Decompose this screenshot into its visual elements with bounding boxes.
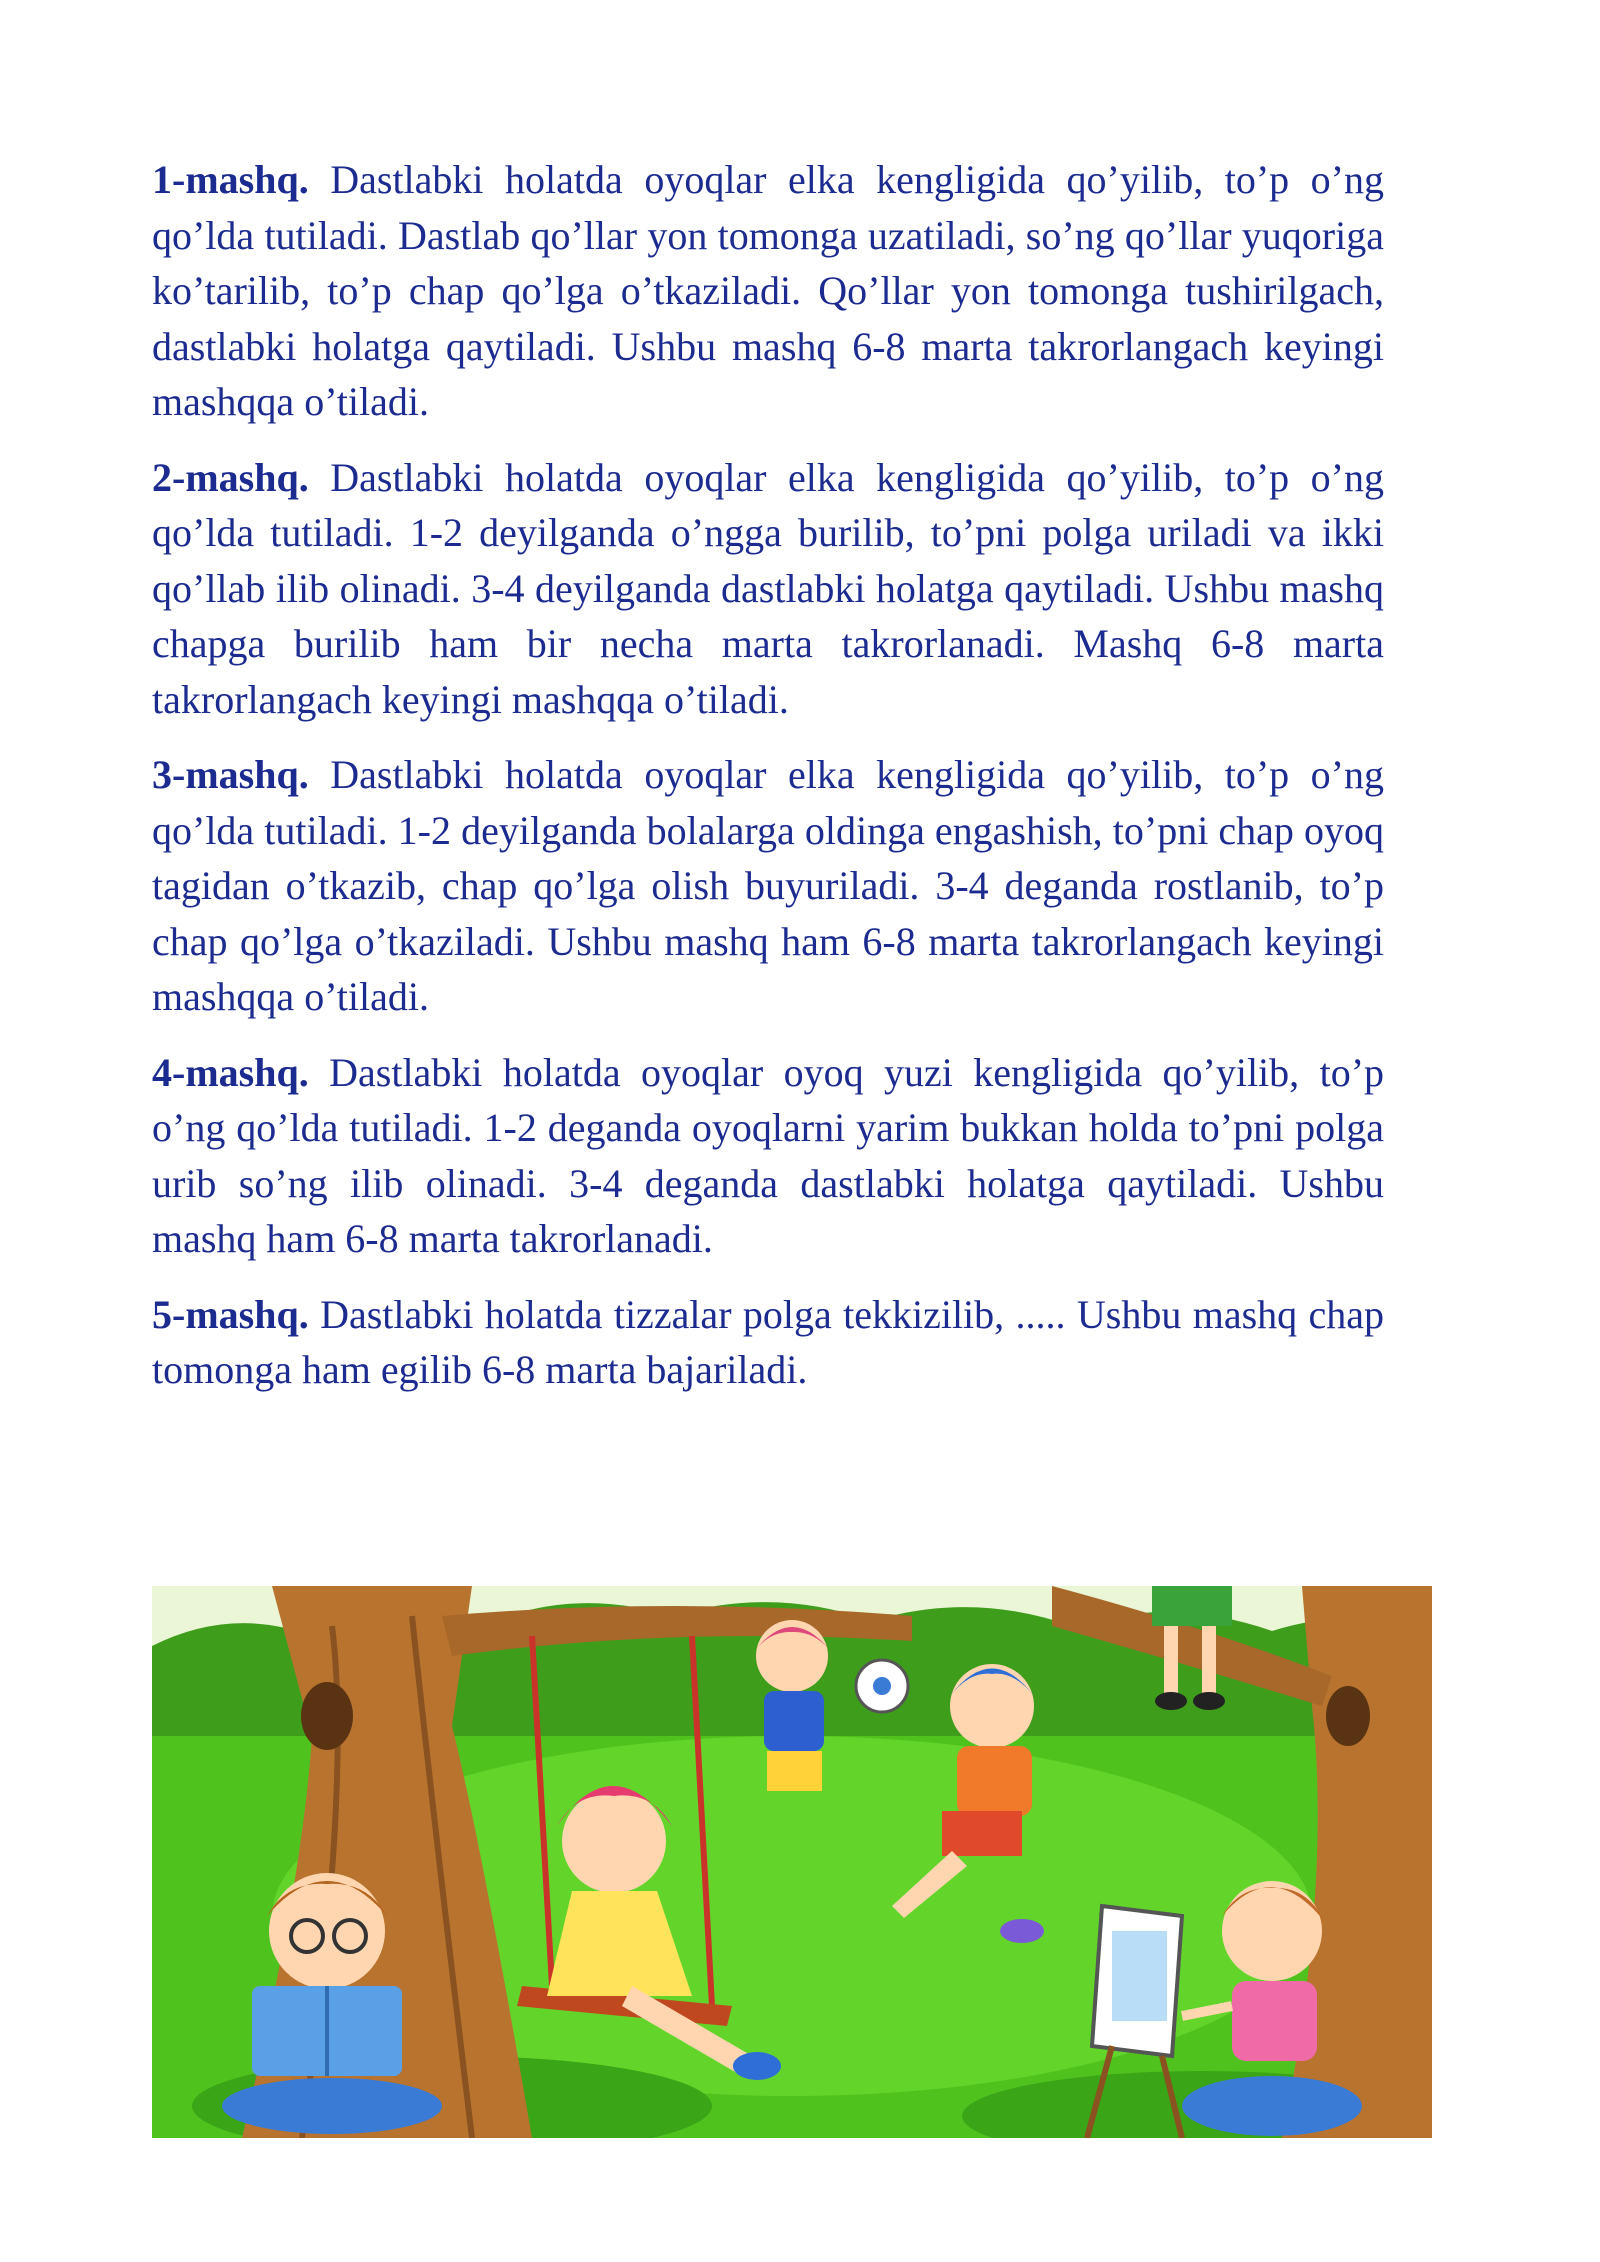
kicking-boy-head	[950, 1664, 1034, 1748]
kicking-boy-shirt	[957, 1746, 1032, 1816]
exercise-text: Dastlabki holatda oyoqlar elka kengligida qo’yilib, to’p o’ng qo’lda tutiladi. 1-2 deyilganda bolalarga oldinga engashish, to’pni chap oyoq tagidan o’tkazib, chap qo’lga olish buyuriladi. 3-4 deganda rostlanib, to’p chap qo’lga o’tkaziladi. Ushbu mashq ham 6-8 marta takrorlangach keyingi mashqqa o’tiladi.	[152, 752, 1385, 1019]
playground-illustration	[152, 1586, 1432, 2138]
swing-girl-shoe	[733, 2052, 781, 2080]
exercise-text: Dastlabki holatda oyoqlar oyoq yuzi kengligida qo’yilib, to’p o’ng qo’lda tutiladi. 1-2 deganda oyoqlarni yarim bukkan holda to’pni polga urib so’ng ilib olinadi. 3-4 deganda dastlabki holatga qaytiladi. Ushbu mashq ham 6-8 marta takrorlanadi.	[152, 1049, 1385, 1261]
exercise-2	[152, 450, 1384, 728]
exercise-heading: 1-mashq.	[152, 157, 309, 202]
exercise-heading: 5-mashq.	[152, 1291, 309, 1337]
kicking-boy-shoe	[1000, 1919, 1044, 1943]
reading-boy-legs	[222, 2078, 442, 2134]
exercise-list	[152, 152, 1384, 1418]
exercise-heading: 2-mashq.	[152, 454, 309, 500]
playground-illustration-svg	[152, 1586, 1432, 2138]
exercise-text: Dastlabki holatda tizzalar polga tekkizilib, ..... Ushbu mashq chap tomonga ham egilib 6-8 marta bajariladi.	[152, 1291, 1385, 1392]
exercise-5	[152, 1287, 1384, 1398]
exercise-3	[152, 747, 1384, 1025]
kicking-boy-shorts	[942, 1811, 1022, 1856]
tree-sitter-shoe	[1155, 1692, 1187, 1710]
right-tree-knot	[1326, 1686, 1370, 1746]
exercise-text: Dastlabki holatda oyoqlar elka kengligida qo’yilib, to’p o’ng qo’lda tutiladi. Dastlab qo’llar yon tomonga uzatiladi, so’ng qo’llar yuqoriga ko’tarilib, to’p chap qo’lga o’tkaziladi. Qo’llar yon tomonga tushirilgach, dastlabki holatga qaytiladi. Ushbu mashq 6-8 marta takrorlangach keyingi mashqqa o’tiladi.	[152, 157, 1385, 424]
exercise-heading: 3-mashq.	[152, 752, 309, 797]
tree-sitter-shoe	[1193, 1692, 1225, 1710]
painting-girl-shirt	[1232, 1981, 1317, 2061]
tree-sitter-skirt	[1152, 1586, 1232, 1626]
exercise-heading: 4-mashq.	[152, 1049, 309, 1095]
soccer-ball-patch	[873, 1677, 891, 1695]
painting-girl-head	[1222, 1881, 1322, 1981]
tree-sitter-leg	[1164, 1626, 1178, 1696]
exercise-1	[152, 152, 1384, 430]
exercise-4	[152, 1045, 1384, 1267]
reading-boy-head	[269, 1873, 385, 1989]
ball-boy-shorts	[767, 1751, 822, 1791]
left-tree-knot	[301, 1682, 353, 1750]
canvas-painting	[1112, 1931, 1167, 2021]
ball-boy-shirt	[764, 1691, 824, 1751]
painting-girl-skirt	[1182, 2076, 1362, 2136]
swing-girl-head	[562, 1789, 666, 1893]
tree-sitter-leg	[1202, 1626, 1216, 1696]
exercise-text: Dastlabki holatda oyoqlar elka kengligida qo’yilib, to’p o’ng qo’lda tutiladi. 1-2 deyilganda o’ngga burilib, to’pni polga uriladi va ikki qo’llab ilib olinadi. 3-4 deyilganda dastlabki holatga qaytiladi. Ushbu mashq chapga burilib ham bir necha marta takrorlanadi. Mashq 6-8 marta takrorlangach keyingi mashqqa o’tiladi.	[152, 454, 1385, 722]
